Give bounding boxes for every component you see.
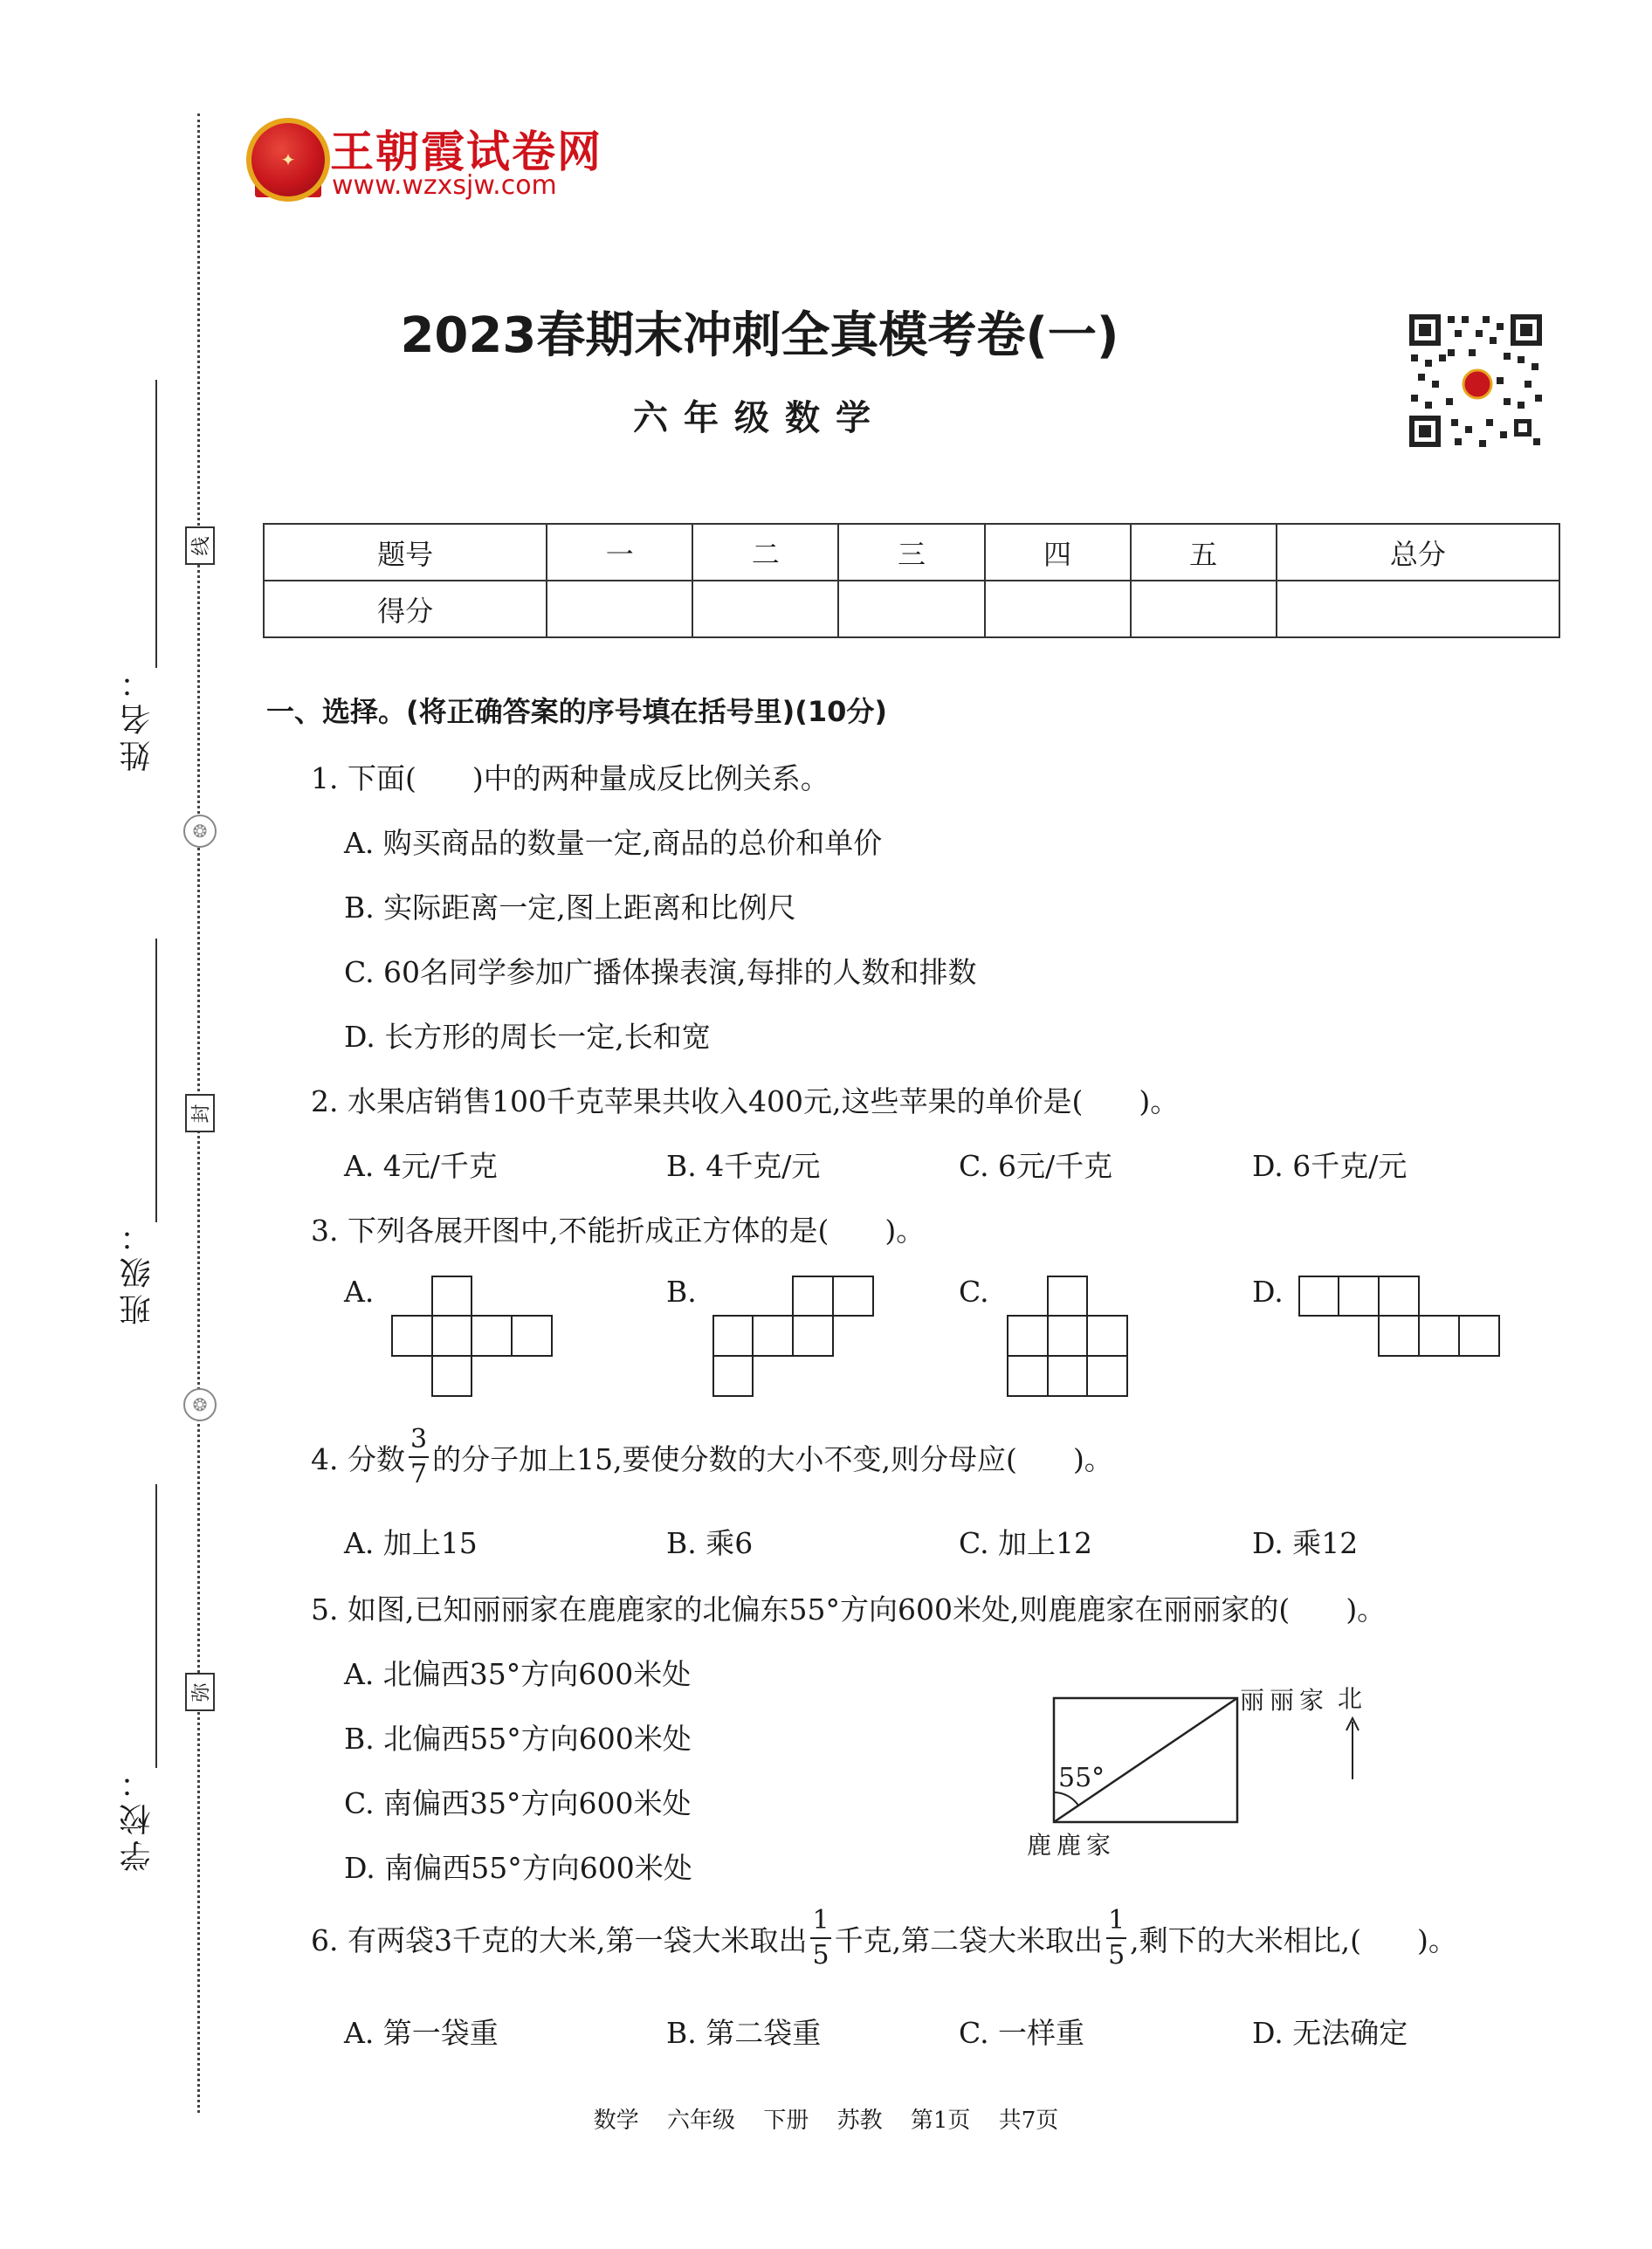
q1-option-d: D. 长方形的周长一定,长和宽	[344, 1020, 711, 1054]
score-table-header-cell: 二	[692, 524, 838, 581]
score-row-label: 得分	[264, 581, 547, 637]
fraction: $\frac{1}{5}$	[1108, 1905, 1125, 1970]
north-arrow-icon	[1343, 1716, 1362, 1781]
question-4-stem: 4. 分数 $\frac{3}{7}$ 的分子加上15,要使分数的大小不变,则分母应( )。	[311, 1424, 1113, 1489]
seal-box-mi: 弥	[185, 1673, 215, 1711]
footer-page: 第1页	[910, 2108, 971, 2134]
question-2-stem: 2. 水果店销售100千克苹果共收入400元,这些苹果的单价是( )。	[311, 1084, 1180, 1118]
cube-net-c	[1007, 1276, 1131, 1398]
footer-total: 共7页	[998, 2108, 1059, 2134]
figure-angle-label: 55°	[1058, 1763, 1105, 1793]
score-cell[interactable]	[547, 581, 692, 637]
footer-edition: 苏教	[836, 2108, 883, 2134]
footer-grade: 六年级	[667, 2108, 736, 2134]
qr-code-icon[interactable]	[1406, 311, 1545, 450]
q6-option-b: B. 第二袋重	[666, 2016, 822, 2050]
cube-net-a	[391, 1276, 554, 1398]
score-cell[interactable]	[985, 581, 1131, 637]
exam-subtitle: 六年级数学	[633, 398, 886, 438]
score-table-header-cell: 总分	[1277, 524, 1559, 581]
q1-option-b: B. 实际距离一定,图上距离和比例尺	[344, 891, 796, 925]
q2-option-b: B. 4千克/元	[666, 1149, 821, 1183]
q6-option-c: C. 一样重	[959, 2016, 1085, 2050]
q4-option-d: D. 乘12	[1252, 1526, 1359, 1560]
school-write-line[interactable]	[155, 1484, 157, 1768]
score-cell[interactable]	[1131, 581, 1277, 637]
q3-option-d-label: D.	[1252, 1275, 1284, 1309]
name-label: 姓名：	[120, 662, 155, 772]
school-label: 学校：	[120, 1762, 155, 1872]
q4-option-c: C. 加上12	[959, 1526, 1093, 1560]
q6-option-d: D. 无法确定	[1252, 2016, 1408, 2050]
q5-option-a: A. 北偏西35°方向600米处	[344, 1657, 692, 1691]
q4-option-b: B. 乘6	[666, 1526, 754, 1560]
q2-option-a: A. 4元/千克	[344, 1149, 498, 1183]
direction-figure	[1052, 1696, 1244, 1827]
seal-box-feng: 封	[185, 1094, 215, 1132]
section-heading: 一、选择。(将正确答案的序号填在括号里)(10分)	[266, 695, 888, 728]
q4-option-a: A. 加上15	[344, 1526, 478, 1560]
fraction: $\frac{3}{7}$	[410, 1424, 428, 1489]
q5-option-d: D. 南偏西55°方向600米处	[344, 1851, 692, 1885]
score-cell[interactable]	[692, 581, 838, 637]
q1-option-c: C. 60名同学参加广播体操表演,每排的人数和排数	[344, 955, 977, 989]
score-table-header-cell: 四	[985, 524, 1131, 581]
q5-option-c: C. 南偏西35°方向600米处	[344, 1786, 692, 1820]
q3-option-c-label: C.	[959, 1275, 989, 1309]
q2-option-c: C. 6元/千克	[959, 1149, 1113, 1183]
footer-term: 下册	[763, 2108, 809, 2134]
seal-box-xian: 线	[185, 526, 215, 565]
exam-title: 2023春期末冲刺全真模考卷(一)	[400, 307, 1119, 364]
page-footer	[0, 2102, 1652, 2135]
class-write-line[interactable]	[155, 939, 157, 1222]
footer-subject: 数学	[593, 2108, 639, 2134]
class-label: 班级：	[120, 1215, 155, 1325]
question-3-stem: 3. 下列各展开图中,不能折成正方体的是( )。	[311, 1214, 926, 1248]
question-1-stem: 1. 下面( )中的两种量成反比例关系。	[311, 761, 829, 795]
logo-title: 王朝霞试卷网	[330, 127, 602, 177]
cube-net-d	[1298, 1276, 1501, 1359]
question-6-stem: 6. 有两袋3千克的大米,第一袋大米取出 $\frac{1}{5}$ 千克,第二袋大米取出 $\frac{1}{5}$ ,剩下的大米相比,( )。	[311, 1905, 1457, 1970]
q1-option-a: A. 购买商品的数量一定,商品的总价和单价	[344, 826, 883, 860]
figure-lili-label: 丽丽家	[1240, 1686, 1330, 1715]
name-write-line[interactable]	[155, 380, 157, 668]
score-table-score-row	[264, 581, 1559, 637]
figure-lulu-label: 鹿鹿家	[1027, 1831, 1117, 1860]
cube-net-b	[712, 1276, 875, 1398]
score-table-header-cell: 五	[1131, 524, 1277, 581]
q5-option-b: B. 北偏西55°方向600米处	[344, 1722, 692, 1756]
fraction: $\frac{1}{5}$	[812, 1905, 829, 1970]
question-5-stem: 5. 如图,已知丽丽家在鹿鹿家的北偏东55°方向600米处,则鹿鹿家在丽丽家的( )。	[311, 1592, 1387, 1627]
score-table-header-cell: 三	[838, 524, 984, 581]
seal-mark-icon: ❂	[183, 1388, 217, 1421]
score-table-header-row	[264, 524, 1559, 581]
score-cell[interactable]	[1277, 581, 1559, 637]
score-table	[263, 523, 1560, 638]
logo-medal-icon: ✦	[246, 118, 330, 202]
score-table-header-cell: 一	[547, 524, 692, 581]
score-table-header-cell: 题号	[264, 524, 547, 581]
score-cell[interactable]	[838, 581, 984, 637]
logo-url[interactable]: www.wzxsjw.com	[332, 170, 557, 201]
q3-option-b-label: B.	[666, 1275, 697, 1309]
seal-mark-icon: ❂	[183, 815, 217, 848]
q2-option-d: D. 6千克/元	[1252, 1149, 1408, 1183]
figure-north-label: 北	[1338, 1684, 1363, 1713]
q3-option-a-label: A.	[344, 1275, 375, 1309]
q6-option-a: A. 第一袋重	[344, 2016, 499, 2050]
